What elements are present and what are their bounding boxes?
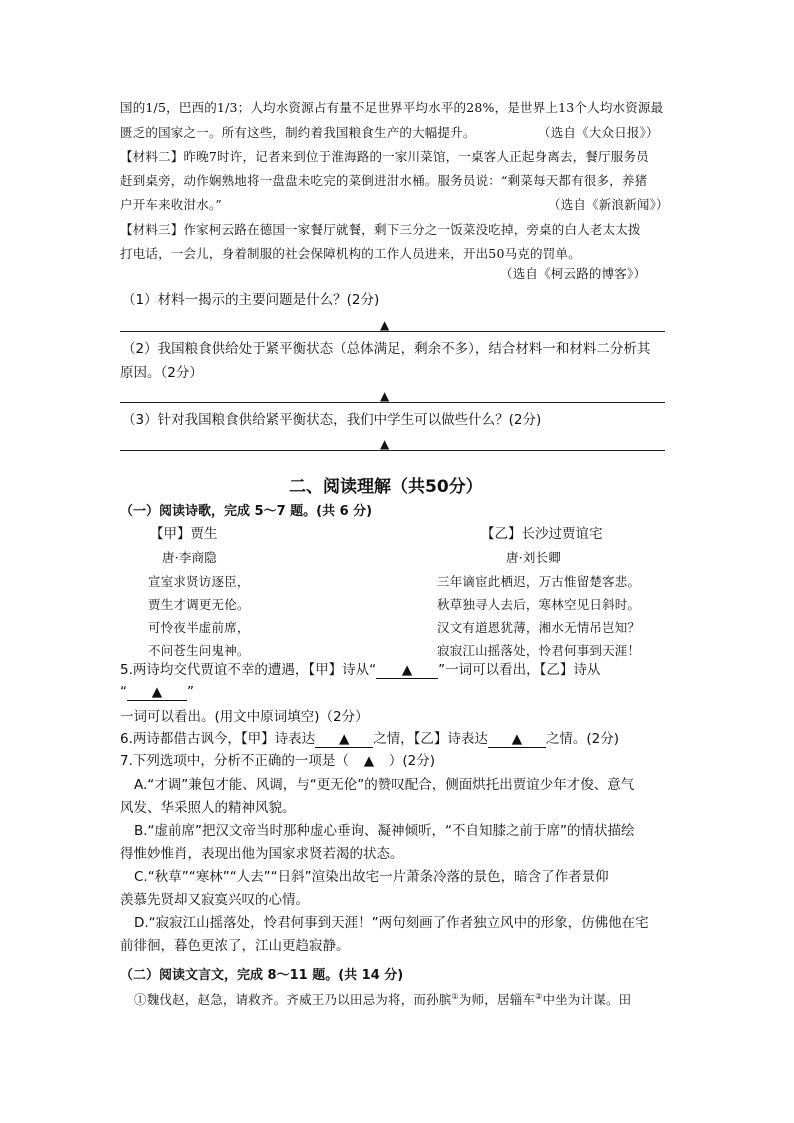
classical-text: 为师，居辎车 — [458, 992, 536, 1008]
poem-b-line: 寂寂江山摇落处，怜君何事到天涯！ — [437, 643, 641, 658]
question-5-line2: 一词可以看出。(用文中原词填空)（2分） — [120, 709, 369, 725]
question-1: （1）材料一揭示的主要问题是什么？(2分) — [122, 292, 380, 308]
poem-a-author: 唐·李商隐 — [162, 550, 217, 565]
material2-source: （选自《新浪新闻》） — [548, 197, 669, 212]
answer-mark-2: ▲ — [380, 389, 390, 403]
material1-source: （选自《大众日报》） — [538, 125, 659, 140]
material1-line1: 国的1/5，巴西的1/3；人均水资源占有量不足世界平均水平的28%，是世界上13个人均水资源最 — [120, 100, 664, 115]
poem-a-line: 可怜夜半虚前席， — [148, 620, 250, 635]
answer-mark-1: ▲ — [380, 318, 390, 332]
material3-line2: 打电话，一会儿，身着制服的社会保障机构的工作人员进来，开出50马克的罚单。 — [120, 246, 581, 261]
question-6-text: 之情。(2分) — [545, 731, 620, 747]
option-d-cont: 前徘徊，暮色更浓了，江山更趋寂静。 — [120, 938, 350, 954]
poem-b-line: 秋草独寻人去后，寒林空见日斜时。 — [437, 597, 641, 612]
material1-line2: 匮乏的国家之一。所有这些，制约着我国粮食生产的大幅提升。 — [120, 125, 476, 140]
poem-a-title: 【甲】贾生 — [150, 526, 218, 542]
answer-mark: ▲ — [151, 684, 163, 700]
answer-mark-3: ▲ — [380, 437, 390, 451]
material3-source: （选自《柯云路的博客》） — [500, 266, 647, 281]
question-6-text: 6.两诗都借古讽今，【甲】诗表达 — [120, 731, 316, 747]
question-5-text: ”一词可以看出，【乙】诗从 — [438, 662, 601, 678]
section-title: 二、阅读理解（共50分） — [289, 477, 483, 497]
option-c: C.“秋草”“寒林”“人去”“日斜”渲染出故宅一片萧条冷落的景色，暗含了作者景仰 — [134, 869, 609, 885]
material2-line1: 【材料二】昨晚7时许，记者来到位于淮海路的一家川菜馆，一桌客人正起身离去，餐厅服务员 — [120, 149, 649, 164]
poem-b-author: 唐·刘长卿 — [506, 550, 561, 565]
poem-b-line: 三年谪宦此栖迟，万古惟留楚客悲。 — [437, 574, 641, 589]
option-c-cont: 羡慕先贤却又寂寞兴叹的心情。 — [120, 892, 309, 908]
classical-text: 中坐为计谋。田 — [542, 992, 632, 1008]
blank-5a[interactable] — [376, 664, 438, 679]
classical-text-line1 — [134, 993, 631, 1007]
blank-6a[interactable] — [315, 733, 373, 748]
poem-a-line: 宣室求贤访逐臣， — [148, 574, 250, 589]
blank-5b[interactable] — [127, 686, 187, 701]
poem-a-line: 不问苍生问鬼神。 — [148, 643, 250, 658]
part2-heading: （二）阅读文言文，完成 8～11 题。(共 14 分) — [120, 968, 404, 983]
answer-line-2[interactable] — [120, 402, 665, 403]
answer-mark: ▲ — [511, 731, 523, 747]
poem-a-line: 贾生才调更无伦。 — [148, 597, 250, 612]
answer-line-1[interactable] — [120, 331, 665, 332]
option-d: D.“寂寂江山摇落处，怜君何事到天涯！”两句刻画了作者独立风中的形象，仿佛他在宅 — [134, 915, 649, 931]
question-5-cont — [120, 686, 194, 701]
question-7-text: 7.下列选项中，分析不正确的一项是（ — [120, 753, 349, 769]
question-2-line1: （2）我国粮食供给处于紧平衡状态（总体满足，剩余不多），结合材料一和材料二分析其 — [122, 341, 651, 357]
blank-6b[interactable] — [488, 733, 546, 748]
question-3: （3）针对我国粮食供给紧平衡状态，我们中学生可以做些什么？(2分) — [122, 412, 542, 428]
answer-mark: ▲ — [401, 662, 413, 678]
answer-mark: ▲ — [363, 753, 375, 769]
question-6 — [120, 733, 619, 748]
question-7-text: ）(2分) — [388, 753, 436, 769]
question-2-line2: 原因。（2分） — [120, 365, 203, 381]
question-7 — [120, 755, 435, 769]
poem-b-title: 【乙】长沙过贾谊宅 — [481, 526, 603, 542]
material3-line1: 【材料三】作家柯云路在德国一家餐厅就餐，剩下三分之一饭菜没吃掉，旁桌的白人老太太拨 — [120, 222, 641, 237]
question-5-text: “ — [120, 684, 127, 700]
material2-line2: 赶到桌旁，动作娴熟地将一盘盘未吃完的菜倒进泔水桶。服务员说：“剩菜每天都有很多，养猪 — [120, 173, 648, 188]
choice-blank[interactable] — [349, 755, 389, 769]
poem-b-line: 汉文有道恩犹薄，湘水无情吊岂知？ — [437, 620, 641, 635]
question-5-text: ” — [187, 684, 194, 700]
material2-line3: 户开车来收泔水。” — [120, 197, 222, 212]
footnote-marker: ② — [535, 992, 543, 1001]
option-a-cont: 风发、华采照人的精神风貌。 — [120, 800, 296, 816]
option-b: B.“虚前席”把汉文帝当时那种虚心垂询、凝神倾听，“不自知膝之前于席”的情状描绘 — [134, 823, 635, 839]
question-5 — [120, 664, 600, 679]
answer-line-3[interactable] — [120, 450, 665, 451]
classical-text: ①魏伐赵，赵急，请救齐。齐威王乃以田忌为将，而孙膑 — [134, 992, 452, 1008]
option-b-cont: 得惟妙惟肖，表现出他为国家求贤若渴的状态。 — [120, 846, 404, 862]
question-5-text: 5.两诗均交代贾谊不幸的遭遇，【甲】诗从“ — [120, 662, 377, 678]
part1-heading: （一）阅读诗歌，完成 5～7 题。(共 6 分) — [120, 504, 373, 519]
question-6-text: 之情，【乙】诗表达 — [373, 731, 488, 747]
answer-mark: ▲ — [338, 731, 350, 747]
footnote-marker: ① — [451, 992, 459, 1001]
option-a: A.“才调”兼包才能、风调，与“更无伦”的赞叹配合，侧面烘托出贾谊少年才俊、意气 — [134, 777, 635, 793]
